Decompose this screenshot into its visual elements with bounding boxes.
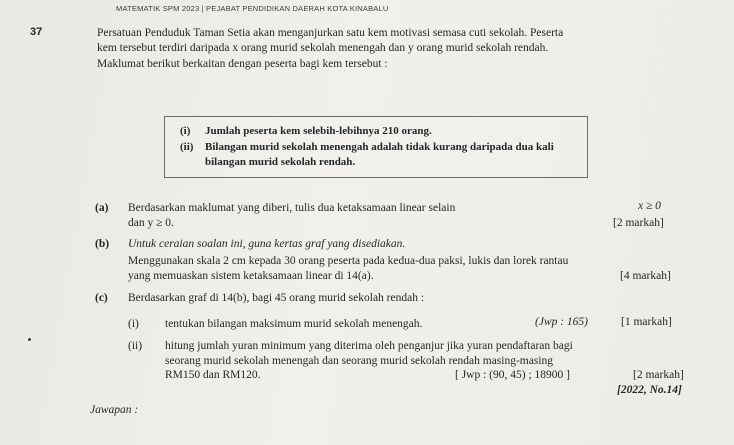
part-c-label: (c) (95, 292, 108, 304)
info-item-1-text: Jumlah peserta kem selebih-lebihnya 210 orang. (205, 125, 432, 137)
part-c-sub-1-answer: (Jwp : 165) (535, 316, 589, 328)
intro-line-2: kem tersebut terdiri daripada x orang murid sekolah menengah dan y orang murid sekolah rendah. (97, 42, 549, 54)
part-c-sub-2-line-3: RM150 dan RM120. (165, 369, 261, 381)
info-item-2-line-1: Bilangan murid sekolah menengah adalah tidak kurang daripada dua kali (205, 141, 554, 153)
part-a-label: (a) (95, 202, 109, 214)
part-c-sub-2-answer: [ Jwp : (90, 45) ; 18900 ] (455, 369, 570, 381)
info-item-2-number: (ii) (180, 141, 194, 153)
part-c-sub-1-text: tentukan bilangan maksimum murid sekolah menengah. (165, 318, 423, 330)
part-b-line-1: Untuk ceraian soalan ini, guna kertas graf yang disediakan. (128, 238, 406, 250)
part-c-sub-2-line-2: seorang murid sekolah menengah dan seorang murid sekolah rendah masing-masing (165, 355, 554, 367)
margin-dot (28, 338, 31, 341)
info-item-1-number: (i) (180, 125, 191, 137)
part-b-label: (b) (95, 238, 110, 250)
question-source: [2022, No.14] (617, 384, 682, 396)
part-c-line-1: Berdasarkan graf di 14(b), bagi 45 orang murid sekolah rendah : (128, 292, 425, 304)
intro-line-3: Maklumat berikut berkaitan dengan peserta bagi kem tersebut : (97, 58, 388, 70)
part-c-sub-2-marks: [2 markah] (633, 369, 684, 381)
answer-label: Jawapan : (90, 404, 139, 416)
part-c-sub-1-number: (i) (128, 318, 139, 330)
part-c-sub-2-number: (ii) (128, 340, 143, 352)
page-header: MATEMATIK SPM 2023 | PEJABAT PENDIDIKAN DAERAH KOTA KINABALU (116, 4, 389, 13)
part-c-sub-2-line-1: hitung jumlah yuran minimum yang diterima oleh penganjur jika yuran pendaftaran bagi (165, 340, 573, 352)
part-b-line-3: yang memuaskan sistem ketaksamaan linear di 14(a). (128, 270, 374, 282)
part-a-marks: [2 markah] (613, 217, 664, 229)
info-item-2-line-2: bilangan murid sekolah rendah. (205, 156, 356, 168)
intro-line-1: Persatuan Penduduk Taman Setia akan menganjurkan satu kem motivasi semasa cuti sekolah. Peserta (97, 27, 564, 39)
part-a-condition: x ≥ 0 (638, 200, 661, 212)
part-c-sub-1-marks: [1 markah] (621, 316, 672, 328)
question-number: 37 (30, 26, 43, 38)
part-a-line-1: Berdasarkan maklumat yang diberi, tulis dua ketaksamaan linear selain (128, 202, 456, 214)
part-b-line-2: Menggunakan skala 2 cm kepada 30 orang peserta pada kedua-dua paksi, lukis dan lorek rantau (128, 255, 569, 267)
part-a-line-2: dan y ≥ 0. (128, 217, 174, 229)
part-b-marks: [4 markah] (620, 270, 671, 282)
